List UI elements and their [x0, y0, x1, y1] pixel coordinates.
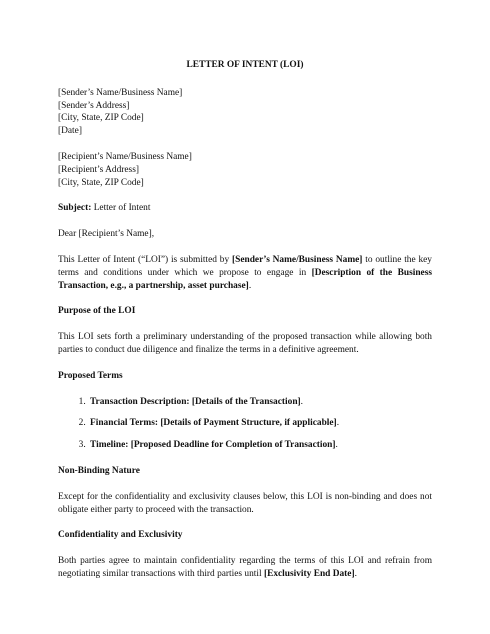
recipient-city: [City, State, ZIP Code]	[58, 177, 144, 188]
intro-paragraph	[58, 254, 432, 292]
confidentiality-text-1: Both parties agree to maintain confidentiality regarding the terms of this LOI and refrain from negotiating similar transactions with third parties until	[58, 556, 432, 579]
nonbinding-heading: Non-Binding Nature	[58, 465, 140, 476]
term-end: .	[336, 418, 340, 429]
list-item	[88, 417, 432, 430]
sender-address: [Sender’s Address]	[58, 100, 130, 111]
exclusivity-date-placeholder: [Exclusivity End Date]	[263, 568, 355, 579]
intro-text-2: to outline the key terms and conditions under which we propose to engage in	[58, 254, 432, 278]
term-end: .	[300, 396, 303, 407]
term-end: .	[335, 440, 338, 451]
terms-heading: Proposed Terms	[58, 370, 123, 381]
document-title: LETTER OF INTENT (LOI)	[186, 60, 304, 70]
sender-address-block	[58, 87, 432, 138]
confidentiality-paragraph	[58, 555, 432, 581]
list-item	[88, 439, 432, 452]
term-label: Financial Terms: [Details of Payment Structure, if applicable]	[90, 418, 337, 429]
term-label: Timeline: [Proposed Deadline for Completion of Transaction]	[90, 440, 336, 451]
recipient-address-block	[58, 151, 432, 189]
intro-text-1: This Letter of Intent (“LOI”) is submitted by	[58, 254, 232, 265]
subject-label: Subject:	[58, 203, 92, 214]
list-item	[88, 396, 432, 409]
salutation: Dear [Recipient’s Name],	[58, 229, 155, 240]
purpose-paragraph: This LOI sets forth a preliminary understanding of the proposed transaction while allowing both parties to conduct due diligence and finalize the terms in a definitive agreement.	[58, 332, 432, 355]
subject-text: Letter of Intent	[91, 203, 151, 214]
confidentiality-heading: Confidentiality and Exclusivity	[58, 530, 183, 541]
confidentiality-text-2: .	[354, 568, 357, 579]
intro-text-3: .	[248, 280, 252, 291]
intro-transaction-placeholder: [Description of the Business Transaction, e.g., a partnership, asset purchase]	[58, 267, 432, 291]
letter-date: [Date]	[58, 126, 82, 137]
intro-sender-placeholder: [Sender’s Name/Business Name]	[232, 254, 363, 265]
nonbinding-paragraph: Except for the confidentiality and exclusivity clauses below, this LOI is non-binding and does not obligate either party to proceed with the transaction.	[58, 491, 432, 515]
sender-city: [City, State, ZIP Code]	[58, 113, 144, 124]
term-label: Transaction Description: [Details of the Transaction]	[90, 396, 301, 407]
terms-list	[58, 396, 432, 452]
purpose-heading: Purpose of the LOI	[58, 306, 136, 317]
subject-line	[58, 202, 432, 215]
sender-name: [Sender’s Name/Business Name]	[58, 87, 183, 98]
recipient-name: [Recipient’s Name/Business Name]	[58, 151, 192, 162]
recipient-address: [Recipient’s Address]	[58, 164, 139, 175]
